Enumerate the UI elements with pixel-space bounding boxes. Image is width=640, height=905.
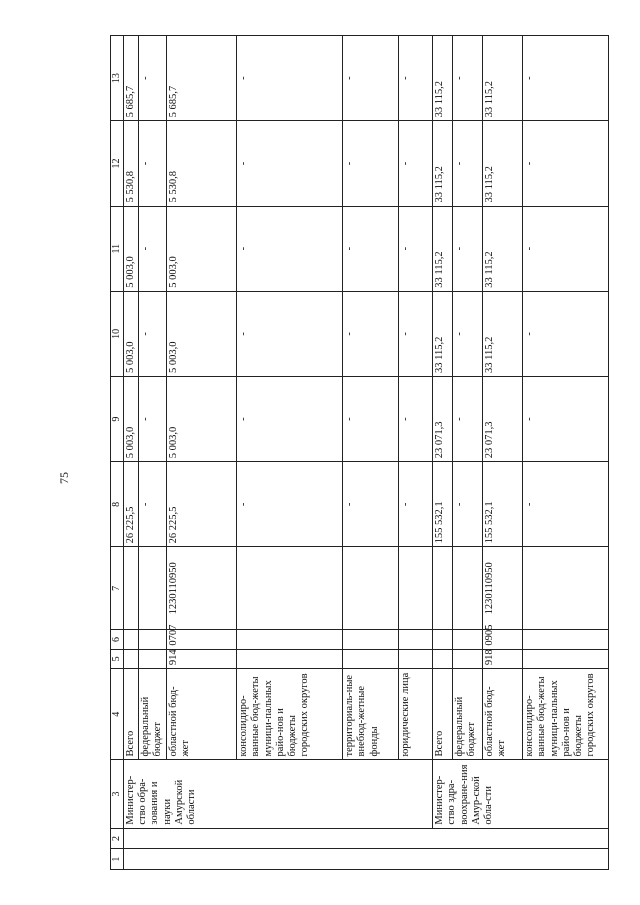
table-row	[343, 36, 399, 870]
amount-cell: 5 003,0	[124, 206, 139, 291]
table-row	[483, 36, 523, 870]
rzpr-code	[139, 630, 167, 649]
amount-cell: -	[453, 121, 483, 206]
csr-code: 1230110950	[483, 547, 523, 630]
amount-cell: -	[237, 121, 343, 206]
amount-cell: -	[343, 462, 399, 547]
table-row	[167, 36, 237, 870]
column-number: 10	[111, 291, 124, 376]
amount-cell: -	[139, 376, 167, 461]
table-row	[139, 36, 167, 870]
table-row	[237, 36, 343, 870]
csr-code	[139, 547, 167, 630]
column-number: 7	[111, 547, 124, 630]
amount-cell: 5 685,7	[167, 36, 237, 121]
rzpr-code: 0905	[483, 630, 523, 649]
csr-code	[523, 547, 609, 630]
amount-cell: -	[399, 36, 433, 121]
funding-source: консолидиро-ванные бюд-жеты муници-пальных райо-нов и бюджеты городских округов	[237, 669, 343, 760]
amount-cell: 5 003,0	[167, 206, 237, 291]
csr-code	[237, 547, 343, 630]
rzpr-code	[399, 630, 433, 649]
grbs-code	[343, 649, 399, 668]
grbs-code	[453, 649, 483, 668]
amount-cell: 33 115,2	[433, 121, 453, 206]
funding-source: территориаль-ные внебюд-жетные фонды	[343, 669, 399, 760]
amount-cell: -	[523, 462, 609, 547]
amount-cell: 33 115,2	[483, 291, 523, 376]
amount-cell: 33 115,2	[433, 36, 453, 121]
csr-code	[433, 547, 453, 630]
amount-cell: -	[453, 36, 483, 121]
amount-cell: -	[343, 376, 399, 461]
funding-source: консолидиро-ванные бюд-жеты муници-пальных райо-нов и бюджеты городских округов	[523, 669, 609, 760]
column-number: 2	[111, 828, 124, 849]
amount-cell: -	[237, 36, 343, 121]
amount-cell: -	[523, 206, 609, 291]
page-number: 75	[57, 472, 71, 484]
col2-cell	[124, 828, 609, 849]
funding-source: Всего	[124, 669, 139, 760]
amount-cell: 33 115,2	[483, 36, 523, 121]
funding-source: юридические лица	[399, 669, 433, 760]
amount-cell: -	[453, 206, 483, 291]
amount-cell: 5 003,0	[167, 291, 237, 376]
amount-cell: -	[399, 121, 433, 206]
column-number: 1	[111, 849, 124, 870]
rzpr-code	[523, 630, 609, 649]
amount-cell: -	[399, 462, 433, 547]
col1-cell	[124, 849, 609, 870]
amount-cell: -	[237, 376, 343, 461]
funding-source: Всего	[433, 669, 453, 760]
table-row	[399, 36, 433, 870]
rzpr-code	[124, 630, 139, 649]
column-number: 11	[111, 206, 124, 291]
amount-cell: -	[399, 206, 433, 291]
amount-cell: 26 225,5	[124, 462, 139, 547]
rzpr-code	[343, 630, 399, 649]
amount-cell: -	[237, 206, 343, 291]
amount-cell: 5 003,0	[124, 376, 139, 461]
grbs-code	[139, 649, 167, 668]
amount-cell: -	[237, 462, 343, 547]
table-rotated-frame	[110, 35, 597, 870]
budget-table	[110, 35, 609, 870]
table-row	[453, 36, 483, 870]
funding-source: областной бюд-жет	[483, 669, 523, 760]
amount-cell: -	[399, 291, 433, 376]
amount-cell: 33 115,2	[483, 206, 523, 291]
funding-source: областной бюд-жет	[167, 669, 237, 760]
column-number: 4	[111, 669, 124, 760]
amount-cell: -	[453, 462, 483, 547]
column-number: 5	[111, 649, 124, 668]
table-row	[433, 36, 453, 870]
csr-code	[124, 547, 139, 630]
column-number: 12	[111, 121, 124, 206]
rzpr-code	[237, 630, 343, 649]
amount-cell: -	[237, 291, 343, 376]
rzpr-code	[453, 630, 483, 649]
grbs-code	[124, 649, 139, 668]
funding-source: федеральный бюджет	[139, 669, 167, 760]
amount-cell: -	[453, 376, 483, 461]
amount-cell: 5 003,0	[167, 376, 237, 461]
amount-cell: 155 532,1	[483, 462, 523, 547]
amount-cell: 155 532,1	[433, 462, 453, 547]
amount-cell: -	[523, 291, 609, 376]
amount-cell: -	[453, 291, 483, 376]
amount-cell: 5 530,8	[124, 121, 139, 206]
organization-name: Министер-ство обра-зования и науки Амурской области	[124, 760, 433, 828]
amount-cell: -	[139, 206, 167, 291]
csr-code	[453, 547, 483, 630]
amount-cell: -	[523, 376, 609, 461]
funding-source: федеральный бюджет	[453, 669, 483, 760]
csr-code	[343, 547, 399, 630]
amount-cell: 33 115,2	[433, 206, 453, 291]
table-row	[124, 36, 139, 870]
grbs-code	[399, 649, 433, 668]
amount-cell: -	[343, 206, 399, 291]
amount-cell: -	[139, 36, 167, 121]
amount-cell: 5 685,7	[124, 36, 139, 121]
amount-cell: 33 115,2	[483, 121, 523, 206]
column-number: 8	[111, 462, 124, 547]
grbs-code: 914	[167, 649, 237, 668]
column-number: 6	[111, 630, 124, 649]
rzpr-code	[433, 630, 453, 649]
amount-cell: 23 071,3	[483, 376, 523, 461]
column-number: 3	[111, 760, 124, 828]
organization-name: Министер-ство здра-воохране-ния Амур-ской обла-сти	[433, 760, 609, 828]
table-body	[111, 36, 609, 870]
column-number: 9	[111, 376, 124, 461]
grbs-code	[523, 649, 609, 668]
csr-code: 1230110950	[167, 547, 237, 630]
grbs-code	[237, 649, 343, 668]
amount-cell: -	[139, 462, 167, 547]
amount-cell: 5 530,8	[167, 121, 237, 206]
grbs-code	[433, 649, 453, 668]
amount-cell: 33 115,2	[433, 291, 453, 376]
table-row	[523, 36, 609, 870]
amount-cell: -	[523, 36, 609, 121]
amount-cell: -	[139, 121, 167, 206]
amount-cell: 5 003,0	[124, 291, 139, 376]
amount-cell: 26 225,5	[167, 462, 237, 547]
amount-cell: 23 071,3	[433, 376, 453, 461]
column-number-row	[111, 36, 124, 870]
column-number: 13	[111, 36, 124, 121]
rotated-table-area	[110, 35, 597, 870]
csr-code	[399, 547, 433, 630]
amount-cell: -	[343, 36, 399, 121]
grbs-code: 918	[483, 649, 523, 668]
amount-cell: -	[139, 291, 167, 376]
rzpr-code: 0707	[167, 630, 237, 649]
amount-cell: -	[399, 376, 433, 461]
amount-cell: -	[343, 291, 399, 376]
amount-cell: -	[343, 121, 399, 206]
amount-cell: -	[523, 121, 609, 206]
